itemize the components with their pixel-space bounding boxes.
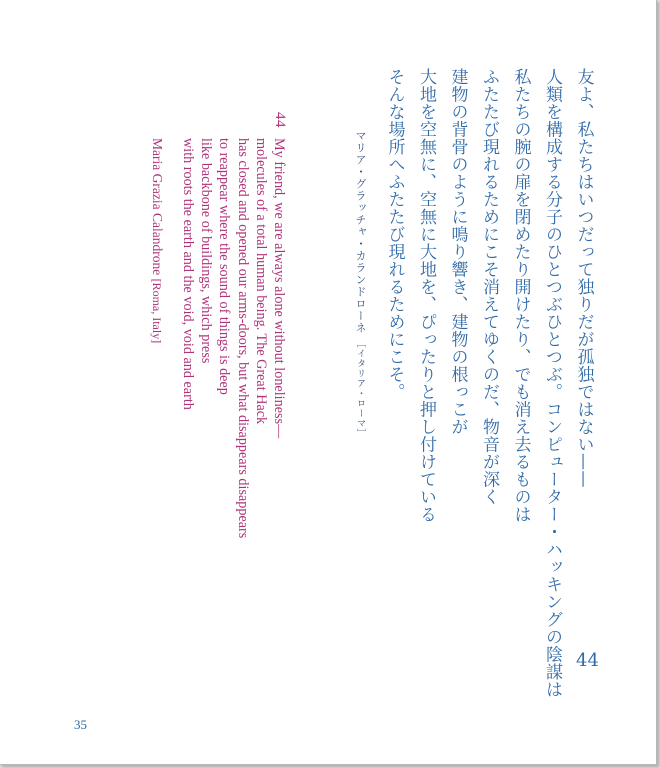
japanese-place: ［イタリア・ローマ］ (355, 338, 365, 439)
english-place: [Roma, Italy] (150, 278, 164, 344)
english-line: like backbone of buildings, which press (198, 138, 215, 364)
poem-number: 44 (576, 650, 599, 671)
english-line: to reappear where the sound of things is deep (216, 138, 233, 395)
japanese-line: 建物の背骨のように鳴り響き、建物の根っこが (447, 68, 468, 436)
japanese-line: 人類を構成する分子のひとつぶひとつぶ。コンピューター・ハッキングの陰謀は (542, 68, 562, 698)
japanese-line: そんな場所へふたたび現れるためにこそ。 (384, 68, 405, 401)
page-number: 35 (74, 717, 87, 732)
english-line: molecules of a total human being. The Great Hack (252, 138, 269, 425)
english-line: with roots the earth and the void, void and earth (179, 138, 196, 410)
english-line: My friend, we are always alone without loneliness— (271, 138, 287, 439)
english-line: has closed and opened our arms-doors, but what disappears disappears (234, 138, 251, 539)
english-author: Maria Grazia Calandrone (150, 138, 165, 276)
japanese-line: 私たちの腕の扉を閉めたり開けたり、でも消え去るものは (510, 68, 531, 523)
english-lines (179, 138, 288, 538)
english-author-credit (149, 138, 165, 343)
japanese-author: マリア・グラッチャ・カランドローネ (354, 130, 367, 334)
japanese-line: 友よ、私たちはいつだって独りだが孤独ではない—— (573, 68, 594, 488)
japanese-line: ふたたび現れるためにこそ消えてゆくのだ、物音が深く (479, 68, 499, 506)
japanese-line: 大地を空無に、空無に大地を、ぴったりと押し付けている (416, 68, 436, 523)
japanese-author-credit (352, 130, 368, 439)
english-poem-number: 44 (272, 112, 288, 128)
